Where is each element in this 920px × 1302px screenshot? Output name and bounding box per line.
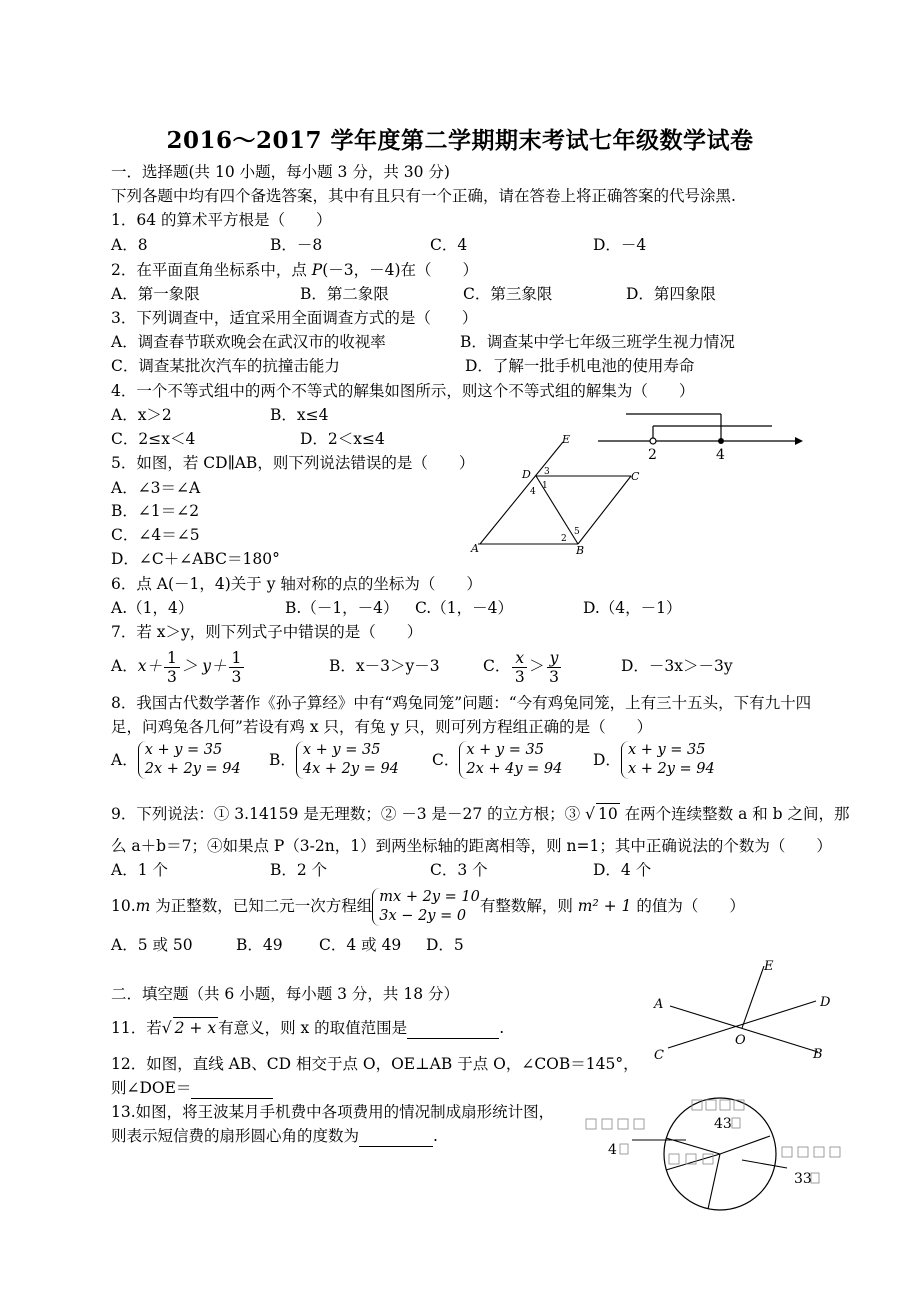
label-e: E — [764, 959, 774, 974]
q8-option-c: C． x + y = 35 2x + 4y = 94 — [432, 742, 563, 777]
q6-option-d: D.（4，－1） — [583, 599, 682, 617]
q9-line-1: 9．下列说法：① 3.14159 是无理数；② －3 是－27 的立方根；③ √ 10 在两个连续整数 a 和 b 之间，那 — [111, 805, 850, 823]
q5-option-b: B．∠1＝∠2 — [111, 502, 200, 520]
q3-option-a: A．调查春节联欢晚会在武汉市的收视率 — [111, 333, 386, 351]
q9-line-2: 么 a＋b＝7；④如果点 P（3-2n，1）到两坐标轴的距离相等，则 n=1；其中正确说法的个数为（ ） — [111, 837, 832, 855]
q6-option-c: C.（1，－4） — [415, 599, 513, 617]
label-e: E — [562, 433, 571, 446]
leader-line-right — [742, 1160, 787, 1168]
closed-dot-at-4 — [718, 438, 724, 444]
q8-option-b: B． x + y = 35 4x + 2y = 94 — [269, 742, 399, 777]
pie-divider-1 — [720, 1136, 770, 1154]
angle-label-4: 4 — [530, 487, 536, 497]
label-b: B — [576, 544, 585, 557]
q2-option-a: A．第一象限 — [111, 285, 200, 303]
label-a: A — [654, 997, 664, 1012]
q3-option-c: C．调查某批次汽车的抗撞击能力 — [111, 357, 340, 375]
line-ae — [480, 442, 563, 544]
q7-option-d: D．－3x＞－3y — [621, 657, 733, 675]
label-o: O — [735, 1033, 746, 1048]
tick-label-2: 2 — [648, 447, 657, 463]
q10-option-d: D．5 — [426, 936, 464, 954]
q9-option-b: B．2 个 — [270, 861, 328, 879]
q7-option-a: A．x＋ $\frac{1}{3}$ ＞ y＋ $\frac{1}{3}$ — [111, 648, 246, 688]
q2-option-c: C．第三象限 — [463, 285, 553, 303]
q1-option-b: B．－8 — [270, 236, 323, 254]
q3-option-b: B．调查某中学七年级三班学生视力情况 — [460, 333, 735, 351]
pie-value-43: 43 — [714, 1116, 732, 1132]
q6-option-b: B.（－1，－4） — [285, 599, 399, 617]
q8-line-2: 足，问鸡兔各几何”若设有鸡 x 只，有兔 y 只，则可列方程组正确的是（ ） — [111, 718, 653, 736]
angle-label-3: 3 — [544, 467, 550, 477]
q6-stem: 6．点 A(－1，4)关于 y 轴对称的点的坐标为（ ） — [111, 575, 482, 593]
q5-parallel-lines-figure — [466, 430, 666, 560]
q8-line-1: 8．我国古代数学著作《孙子算经》中有“鸡兔同笼”问题：“今有鸡兔同笼，上有三十五头，下有九十四 — [111, 694, 812, 712]
label-d: D — [820, 995, 831, 1010]
label-b: B — [813, 1047, 823, 1062]
angle-label-1: 1 — [542, 481, 548, 491]
q4-option-a: A．x＞2 — [111, 406, 172, 424]
q1-option-c: C．4 — [430, 236, 468, 254]
q12-intersecting-lines-figure — [648, 956, 838, 1064]
pie-divider-3 — [666, 1154, 720, 1170]
q9-option-c: C．3 个 — [430, 861, 488, 879]
q5-option-c: C．∠4＝∠5 — [111, 526, 200, 544]
q4-option-d: D．2＜x≤4 — [300, 430, 385, 448]
pie-value-4: 4 — [608, 1142, 617, 1158]
section-1-instruction: 下列各题中均有四个备选答案，其中有且只有一个正确，请在答卷上将正确答案的代号涂黑. — [111, 187, 736, 205]
q5-option-a: A．∠3＝∠A — [111, 479, 201, 497]
q4-stem: 4．一个不等式组中的两个不等式的解集如图所示，则这个不等式组的解集为（ ） — [111, 382, 695, 400]
q5-stem: 5．如图，若 CD∥AB，则下列说法错误的是（ ） — [111, 454, 475, 472]
q13-line-2: 则表示短信费的扇形圆心角的度数为 . — [111, 1127, 438, 1145]
q1-option-a: A．8 — [111, 236, 148, 254]
angle-label-2: 2 — [561, 534, 567, 544]
q10-option-a: A．5 或 50 — [111, 936, 193, 954]
q3-option-d: D．了解一批手机电池的使用寿命 — [465, 357, 695, 375]
q8-option-a: A． x + y = 35 2x + 2y = 94 — [111, 742, 241, 777]
q2-option-b: B．第二象限 — [300, 285, 389, 303]
q9-option-a: A．1 个 — [111, 861, 168, 879]
label-c: C — [654, 1048, 664, 1063]
q7-option-b: B．x－3＞y－3 — [329, 657, 440, 675]
q12-line-2: 则∠DOE＝ — [111, 1078, 273, 1099]
q3-stem: 3．下列调查中，适宜采用全面调查方式的是（ ） — [111, 309, 478, 327]
q5-option-d: D．∠C＋∠ABC＝180° — [111, 550, 280, 568]
q2-option-d: D．第四象限 — [626, 285, 716, 303]
pie-value-33: 33 — [794, 1171, 812, 1187]
page-title: 2016～2017 学年度第二学期期末考试七年级数学试卷 — [166, 127, 754, 154]
line-bc — [578, 476, 631, 544]
arrow-right-icon — [795, 437, 803, 445]
section-1-heading: 一．选择题(共 10 小题，每小题 3 分，共 30 分) — [111, 163, 450, 181]
pie-divider-4 — [708, 1154, 720, 1209]
q7-option-c: C． $\frac{x}{3}$ ＞ $\frac{y}{3}$ — [483, 648, 563, 688]
q6-option-a: A.（1，4） — [111, 599, 194, 617]
label-d: D — [522, 468, 531, 481]
q10-stem: 10.m 为正整数，已知二元一次方程组 mx + 2y = 10 3x − 2y = 0 有整数解，则 m² + 1 的值为（ ） — [111, 889, 745, 924]
angle-label-5: 5 — [574, 527, 580, 537]
q7-stem: 7．若 x＞y，则下列式子中错误的是（ ） — [111, 623, 423, 641]
q1-option-d: D．－4 — [593, 236, 647, 254]
label-a: A — [471, 542, 479, 555]
section-2-heading: 二．填空题（共 6 小题，每小题 3 分，共 18 分） — [111, 985, 460, 1003]
q10-option-c: C．4 或 49 — [319, 936, 402, 954]
q4-option-c: C．2≤x＜4 — [111, 430, 196, 448]
q10-option-b: B．49 — [236, 936, 283, 954]
q1-stem: 1．64 的算术平方根是（ ） — [111, 211, 332, 229]
q8-option-d: D． x + y = 35 x + 2y = 94 — [593, 742, 715, 777]
q4-option-b: B．x≤4 — [270, 406, 329, 424]
q2-stem: 2．在平面直角坐标系中，点 P(－3，－4)在（ ） — [111, 261, 479, 279]
q11-stem: 11．若√ 2 + x 有意义，则 x 的取值范围是 . — [111, 1019, 505, 1037]
q13-line-1: 13.如图，将王波某月手机费中各项费用的情况制成扇形统计图， — [111, 1103, 555, 1121]
tick-label-4: 4 — [716, 447, 725, 463]
q9-option-d: D．4 个 — [593, 861, 652, 879]
label-c: C — [631, 470, 640, 483]
q13-pie-chart-figure — [582, 1088, 852, 1216]
q12-line-1: 12．如图，直线 AB、CD 相交于点 O，OE⊥AB 于点 O，∠COB＝145°， — [111, 1055, 639, 1073]
